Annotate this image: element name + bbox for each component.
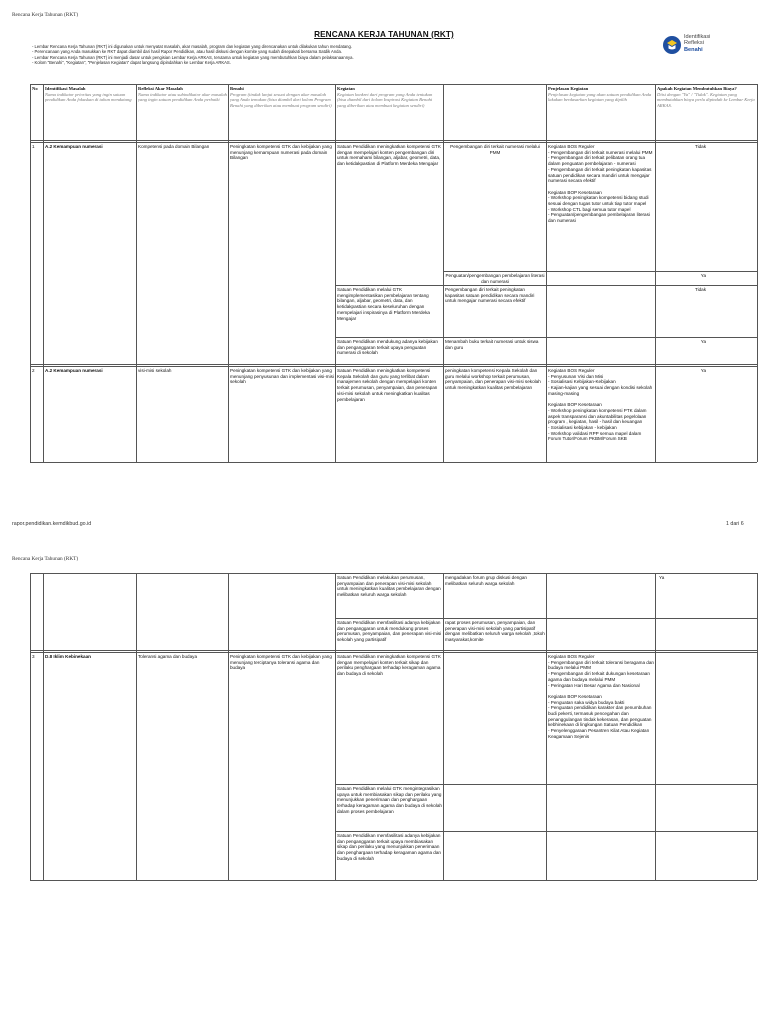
cont1-biaya: Ya xyxy=(659,575,665,580)
row1-benahi: Peningkatan kompetensi GTK dan kebijakan yang menunjang kemampuan numerasi pada domain Bilangan xyxy=(230,144,332,161)
row2-refleksi: visi-misi sekolah xyxy=(138,368,172,373)
header-refleksi xyxy=(138,86,227,103)
intro-line: - Perencanaan yang Anda masukkan ke RKT dapat diambil dari hasil Rapor Pendidikan, atau hasil diskusi dengan komite yang sudah disepakati bersama Satdik Anda. xyxy=(32,49,342,55)
logo-line-3: Benahi xyxy=(684,46,703,53)
row3-refleksi: Toleransi agama dan budaya xyxy=(138,654,197,659)
logo-line-2: Refleksi xyxy=(684,40,704,47)
intro-line: - Lembar Rencana Kerja Tahunan (RKT) ini digunakan untuk menyatat masalah, akar masalah, program dan kegiatan yang direncanakan untuk dilakukan tahun mendatang. xyxy=(32,44,352,49)
row3-kegiatan-3: Satuan Pendidikan memfasilitasi adanya kebijakan dan penganggaran terkait upaya membiasakan sikap dan perilaku yang menunjukkan penerimaan dan penghargaan terhadap keragaman agama dan budaya di sekolah xyxy=(337,833,441,861)
row2-penjelasan: Kegiatan BOS Reguler - Penyusunan Visi dan Misi - Sosialisasi Kebijakan-Kebijakan - Kajian-kajian yang sesuai dengan kondisi sekolah masing-masing Kegiatan BOP Kesetaraan - Workshop peningkatan kompetensi PTK dalam aspek transparansi dan akuntabilitas pegelolaan program , kegiatan, hasil - hasil dan keuangan - Sosialisasi kebijakan - kebijakan - Workshop validasi RPP semua mapel dalam Forum Tutor/Forum PKBM/Forum SKB xyxy=(548,368,653,442)
row1-kegiatan-3: Satuan Pendidikan mendukung adanya kebijakan dan penganggaran terkait upaya penguatan numerasi di sekolah xyxy=(337,339,438,356)
header-identifikasi-title: Identifikasi Masalah xyxy=(45,86,86,91)
row3-kegiatan-1: Satuan Pendidikan meningkatkan kompetensi GTK dengan mempelajari konten terkait sikap dan perilaku penghargaan terhadap keragaman agama dan budaya di sekolah xyxy=(337,654,441,677)
row1-kegiatan-1: Satuan Pendidikan meningkatkan kompetensi GTK dengan mempelajari konten pengembangan diri untuk memahami bilangan, aljabar, geometri, data, dan ketidakpastian di Platform Merdeka Mengajar xyxy=(337,144,441,167)
row2-detail: peningkatan kompetensi Kepala Sekolah dan guru melalui workshop terkait perumusan, penyampaian, dan penerapan visi-misi sekolah untuk meningkatkan kualitas pembelajaran xyxy=(445,368,541,391)
header-apakah-sub: Diisi dengan "Ya" / "Tidak". Kegiatan yang membutuhkan biaya perlu dipindah ke Lembar Kerja ARKAS. xyxy=(657,91,755,108)
logo-line-1: Identifikasi xyxy=(684,34,711,40)
row1-detail-1b: Penguatan/pengembangan pembelajaran literasi dan numerasi xyxy=(445,273,545,284)
intro-notes xyxy=(32,44,672,66)
intro-line: - Kolom "Benahi", "Kegiatan", "Penjelasan Kegiatan" dapat langsung dipindahkan ke Lembar Kerja ARKAS. xyxy=(32,60,231,66)
header-apakah-title: Apakah Kegiatan Membutuhkan Biaya? xyxy=(657,86,737,91)
row1-biaya-1: Tidak xyxy=(694,144,706,149)
row1-detail-2: Pengembangan diri terkait peningkatan kapasitas satuan pendidikan secara mandiri untuk mengajar numerasi secara efektif xyxy=(445,287,535,304)
header-identifikasi-sub: Nama indikator prioritas yang ingin satuan pendidikan Anda fokuskan di tahun mendatang xyxy=(45,91,132,102)
document-title: RENCANA KERJA TAHUNAN (RKT) xyxy=(314,30,454,39)
header-identifikasi xyxy=(45,86,135,103)
row1-no: 1 xyxy=(32,144,35,149)
row1-biaya-2: Tidak xyxy=(694,287,706,292)
header-benahi-title: Benahi xyxy=(230,86,244,91)
row3-kegiatan-2: Satuan Pendidikan melalui GTK mengintegrasikan upaya untuk membiasakan sikap dan perilaku yang menunjukkan penerimaan dan penghargaan terhadap keragaman agama dan budaya di sekolah dalam proses pembelajaran xyxy=(337,786,442,814)
row3-no: 3 xyxy=(32,654,35,659)
cont2-detail: rapat proses perumusan, penyampaian, dan penerapan visi-misi sekolah yang partisipatif dengan melibatkan seluruh warga sekolah ,tokoh masyarakat,komite xyxy=(445,620,545,643)
rapor-logo xyxy=(662,34,734,56)
footer-page-number: 1 dari 6 xyxy=(726,521,744,527)
row2-benahi: Peningkatan kompetensi GTK dan kebijakan yang menunjang penyusunan dan implementasi visi-misi sekolah xyxy=(230,368,334,385)
cont1-detail: mengadakan forum grup diskusi dengan melibatkan seluruh warga sekolah xyxy=(445,575,527,586)
rapor-logo-icon xyxy=(662,35,682,55)
row1-detail-3: Menambah buku terkait numerasi untuk siswa dan guru xyxy=(445,339,539,350)
header-kegiatan xyxy=(337,86,442,108)
row3-identifikasi: D.8 Iklim Kebinekaan xyxy=(45,654,91,659)
row3-benahi: Peningkatan kompetensi GTK dan kebijakan yang menunjang terciptanya toleransi agama dan budaya xyxy=(230,654,332,671)
browser-title-page-2: Rencana Kerja Tahunan (RKT) xyxy=(12,556,79,562)
intro-line: - Lembar Rencana Kerja Tahunan (RKT) ini menjadi dasar untuk pengisian Lembar Kerja ARKAS, terutama untuk kegiatan yang membutuhkan biaya dalam pelaksanaannya. xyxy=(32,54,354,60)
header-kegiatan-sub: Kegiatan konkret dari program yang Anda tentukan (bisa diambil dari kolom Inspirasi Kegiatan Benahi yang diberikan atau membuat kegiatan sendiri) xyxy=(337,91,433,108)
row2-kegiatan: Satuan Pendidikan meningkatkan kompetensi Kepala Sekolah dan guru yang terlibat dalam manajemen sekolah dengan mempelajari konten terkait perumusan, penyampaian, dan penerapan visi-misi sekolah untuk meningkatkan kualitas pembelajaran xyxy=(337,368,438,402)
row1-kegiatan-2: Satuan Pendidikan melalui GTK mengimplementasikan pembelajaran tentang bilangan, aljabar, geometri, data, dan ketidakpastian secara keseluruhan dengan mempelajari inspirasinya di Platform Merdeka Mengajar xyxy=(337,287,430,321)
row2-identifikasi: A.2 Kemampuan numerasi xyxy=(45,368,103,373)
row2-biaya: Ya xyxy=(700,368,706,373)
row1-detail-1: Pengembangan diri terkait numerasi melalui PMM xyxy=(450,144,540,155)
header-refleksi-title: Refleksi Akar Masalah xyxy=(138,86,183,91)
footer-url: rapor.pendidikan.kemdikbud.go.id xyxy=(12,521,92,527)
row2-no: 2 xyxy=(32,368,35,373)
header-penjelasan-sub: Penjelasan kegiatan yang akan satuan pendidikan Anda lakukan berdasarkan kegiatan yang dipilih xyxy=(548,91,652,102)
row3-penjelasan: Kegiatan BOS Reguler - Pengembangan diri terkait toleransi beragama dan budaya melalui PMM - Pengembangan diri terkait dukungan kesetaraan agama dan budaya melalui PMM - Peringatan Hari Besar Agama dan Nasional Kegiatan BOP Kesetaraan - Penguatan saka widya budaya bakti - Penguatan pendidikan karakter dan penumbuhan budi pekerti, termasuk pencegahan dan penanggulangan tindak kekerasan, dan penguatan kebhinekaan di lingkungan Satuan Pendidikan - Penyelenggaraan Pesantren Kilat Atau Kegiatan Keagamaan Sejenis xyxy=(548,654,654,739)
header-penjelasan xyxy=(548,86,654,103)
header-apakah-biaya xyxy=(657,86,756,108)
header-benahi-sub: Program (tindak lanjut sesuai dengan akar masalah yang Anda temukan (bisa diambil dari kolom Program Benahi yang diberikan atau membuat program sendiri) xyxy=(230,91,332,108)
row1-biaya-3: Ya xyxy=(700,339,706,344)
header-no: No xyxy=(32,86,38,91)
header-kegiatan-title: Kegiatan xyxy=(337,86,355,91)
cont2-kegiatan: Satuan Pendidikan memfasilitasi adanya kebijakan dan penganggaran untuk mendukung proses perumusan, penyampaian, dan penerapan visi-misi sekolah yang partisipatif xyxy=(337,620,442,643)
row1-biaya-1b: Ya xyxy=(700,273,706,278)
header-penjelasan-title: Penjelasan Kegiatan xyxy=(548,86,589,91)
header-benahi xyxy=(230,86,334,108)
browser-title: Rencana Kerja Tahunan (RKT) xyxy=(12,12,79,18)
row1-refleksi: Kompetensi pada domain Bilangan xyxy=(138,144,210,149)
row1-identifikasi: A.2 Kemampuan numerasi xyxy=(45,144,103,149)
cont1-kegiatan: Satuan Pendidikan melakukan perumusan, penyampaian dan penerapan visi-misi sekolah untuk meningkatkan kualitas pembelajaran dengan melibatkan seluruh warga sekolah xyxy=(337,575,441,598)
row1-penjelasan: Kegiatan BOS Reguler - Pengembangan diri terkait numerasi melalui PMM - Pengembangan diri terkait pelibatan orang tua dalam penguatan pembelajaran - numerasi - Pengembangan diri terkait peningkatan kapasitas satuan pendidikan secara mandiri untuk mengajar numerasi secara efektif Kegiatan BOP Kesetaraan - Workshop peningkatan kompetensi bidang studi sesuai dengan tugas tutor untuk tiap tutor mapel - Workshop CTL bagi semua tutor mapel - Penguatan/pengembangan pembelajaran literasi dan numerasi xyxy=(548,144,653,224)
header-refleksi-sub: Nama indikator atau subindikator akar masalah yang ingin satuan pendidikan Anda perbaiki xyxy=(138,91,227,102)
